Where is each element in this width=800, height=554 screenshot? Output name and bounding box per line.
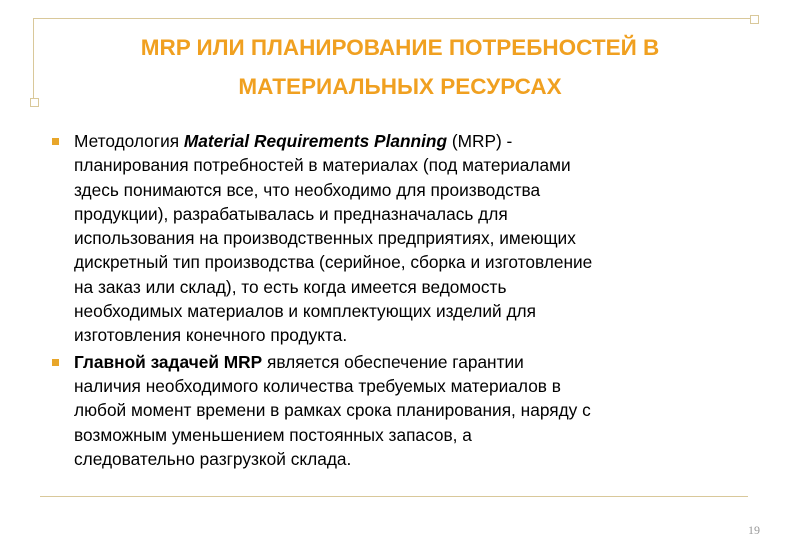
bullet-2-line: следовательно разгрузкой склада.: [74, 448, 352, 469]
bullet-2-line: наличия необходимого количества требуемых материалов в: [74, 375, 561, 396]
bullet-2-line: любой момент времени в рамках срока планирования, наряду с: [74, 400, 591, 421]
frame-top-line: [33, 18, 751, 19]
bullet-1-line: изготовления конечного продукта.: [74, 325, 348, 346]
bullet-1-line: здесь понимаются все, что необходимо для производства: [74, 179, 541, 200]
bullet-1-line: использования на производственных предприятиях, имеющих: [74, 228, 576, 249]
frame-corner-square-top: [750, 15, 759, 24]
bullet-1-line: планирования потребностей в материалах (под материалами: [74, 155, 571, 176]
slide-body: [52, 129, 762, 473]
bullet-text: [74, 350, 762, 471]
footer-rule: [40, 496, 748, 497]
slide-title-line-2: МАТЕРИАЛЬНЫХ РЕСУРСАХ: [238, 74, 562, 99]
bullet-2-bold-lead: Главной задачей MRP: [74, 351, 263, 372]
bullet-1-line-1-rest: (MRP) -: [447, 131, 513, 151]
bullet-2-line: возможным уменьшением постоянных запасов, а: [74, 424, 472, 445]
bullet-item-main-task: [52, 350, 762, 471]
bullet-1-line: на заказ или склад), то есть когда имеется ведомость: [74, 276, 507, 297]
bullet-item-methodology: [52, 129, 762, 348]
slide-title: [40, 28, 760, 106]
bullet-1-line-1: [74, 131, 512, 151]
frame-corner-square-left: [30, 98, 39, 107]
bullet-2-line-1: [74, 352, 524, 372]
bullet-1-line: дискретный тип производства (серийное, сборка и изготовление: [74, 252, 593, 273]
slide-title-line-1: MRP ИЛИ ПЛАНИРОВАНИЕ ПОТРЕБНОСТЕЙ В: [140, 35, 660, 60]
square-bullet-icon: [52, 138, 59, 145]
bullet-1-line: необходимых материалов и комплектующих изделий для: [74, 301, 537, 322]
square-bullet-icon: [52, 359, 59, 366]
bullet-1-prefix: Методология: [74, 131, 184, 151]
page-number: 19: [748, 523, 760, 537]
bullet-1-emphasis: Material Requirements Planning: [183, 131, 448, 151]
bullet-2-line-1-rest: является обеспечение гарантии: [262, 351, 524, 372]
frame-left-line: [33, 18, 34, 100]
bullet-text: [74, 129, 762, 348]
bullet-1-line: продукции), разрабатывалась и предназначалась для: [74, 203, 508, 224]
